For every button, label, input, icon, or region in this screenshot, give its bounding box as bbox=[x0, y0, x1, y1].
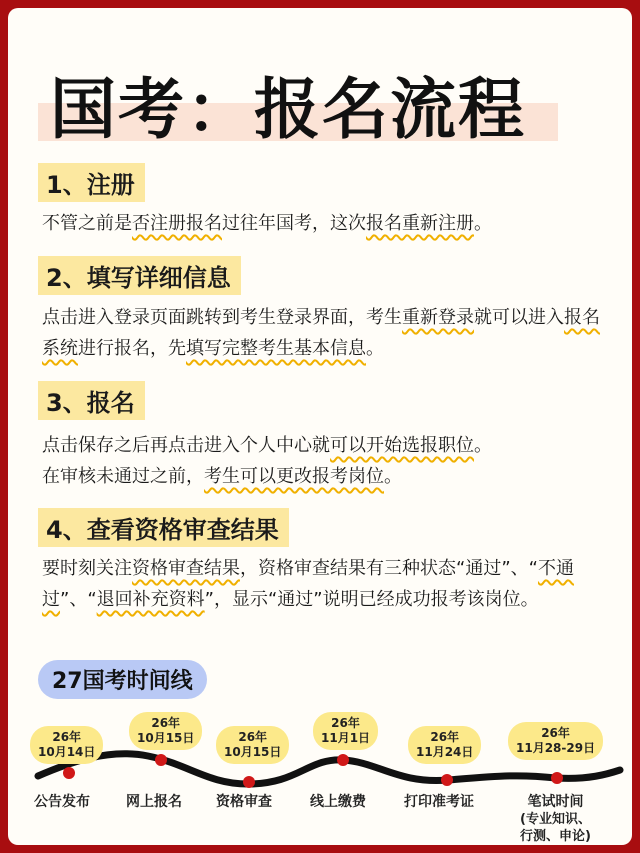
timeline-date-bubble: 26年 10月15日 bbox=[129, 712, 202, 750]
timeline-stage-label: 笔试时间 (专业知识、 行测、申论) bbox=[520, 794, 591, 844]
timeline-date-bubble: 26年 11月28-29日 bbox=[508, 722, 603, 760]
timeline-dot bbox=[155, 754, 167, 766]
timeline-date-bubble: 26年 10月14日 bbox=[30, 726, 103, 764]
timeline-date-bubble: 26年 10月15日 bbox=[216, 726, 289, 764]
timeline-title: 27国考时间线 bbox=[38, 660, 207, 699]
timeline-dot bbox=[441, 774, 453, 786]
highlighted-text: 可以开始选报职位 bbox=[330, 435, 474, 456]
timeline-stage-label: 资格审查 bbox=[216, 794, 272, 810]
section-body-register bbox=[42, 208, 602, 239]
section-body-apply bbox=[42, 430, 602, 492]
body-text: ”，显示“通过”说明已经成功报考该岗位。 bbox=[204, 589, 539, 610]
timeline-stage-label: 线上缴费 bbox=[310, 794, 366, 810]
timeline-dot bbox=[243, 776, 255, 788]
highlighted-text: 填写完整考生基本信息 bbox=[186, 338, 366, 359]
body-text: ”、“ bbox=[60, 589, 97, 610]
body-text: 。 bbox=[474, 435, 492, 456]
body-text: 。 bbox=[366, 338, 384, 359]
highlighted-text: 重新登录 bbox=[402, 307, 474, 328]
timeline-stage-note: (专业知识、 行测、申论) bbox=[520, 812, 591, 844]
timeline-stage-label: 网上报名 bbox=[126, 794, 182, 810]
body-text: 不管之前是 bbox=[42, 213, 132, 234]
highlighted-text: 不通过 bbox=[42, 558, 574, 610]
highlighted-text: 报名重新注册 bbox=[366, 213, 474, 234]
body-text: ，资格审查结果有三种状态“通过”、“ bbox=[240, 558, 538, 579]
timeline-date-bubble: 26年 11月1日 bbox=[313, 712, 378, 750]
timeline-stage-label: 打印准考证 bbox=[404, 794, 474, 810]
body-text: 过往年国考，这次 bbox=[222, 213, 366, 234]
body-text: 要时刻关注 bbox=[42, 558, 132, 579]
timeline-dot bbox=[63, 767, 75, 779]
highlighted-text: 退回补充资料 bbox=[96, 589, 205, 610]
body-text: 进行报名，先 bbox=[78, 338, 186, 359]
body-text: 点击进入登录页面跳转到考生登录界面，考生 bbox=[42, 307, 402, 328]
highlighted-text: 报名系统 bbox=[42, 307, 600, 359]
body-text: 。 bbox=[474, 213, 492, 234]
highlighted-text: 资格审查结果 bbox=[132, 558, 240, 579]
body-text: 就可以进入 bbox=[474, 307, 564, 328]
section-heading-apply: 3、报名 bbox=[38, 381, 145, 420]
highlighted-text: 否注册报名 bbox=[132, 213, 222, 234]
section-heading-register: 1、注册 bbox=[38, 163, 145, 202]
timeline-date-bubble: 26年 11月24日 bbox=[408, 726, 481, 764]
body-text: 点击保存之后再点击进入个人中心就 bbox=[42, 435, 330, 456]
body-text: 在审核未通过之前， bbox=[42, 466, 204, 487]
page-title: 国考：报名流程 bbox=[50, 71, 526, 148]
section-heading-review-result: 4、查看资格审查结果 bbox=[38, 508, 289, 547]
timeline-dot bbox=[551, 772, 563, 784]
page-card bbox=[8, 8, 632, 845]
section-body-review-result bbox=[42, 553, 602, 615]
timeline-stage-label: 公告发布 bbox=[34, 794, 90, 810]
body-text: 。 bbox=[384, 466, 402, 487]
section-body-fill-info bbox=[42, 302, 602, 364]
timeline-dot bbox=[337, 754, 349, 766]
highlighted-text: 考生可以更改报考岗位 bbox=[204, 466, 384, 487]
title-block bbox=[38, 48, 558, 148]
section-heading-fill-info: 2、填写详细信息 bbox=[38, 256, 241, 295]
